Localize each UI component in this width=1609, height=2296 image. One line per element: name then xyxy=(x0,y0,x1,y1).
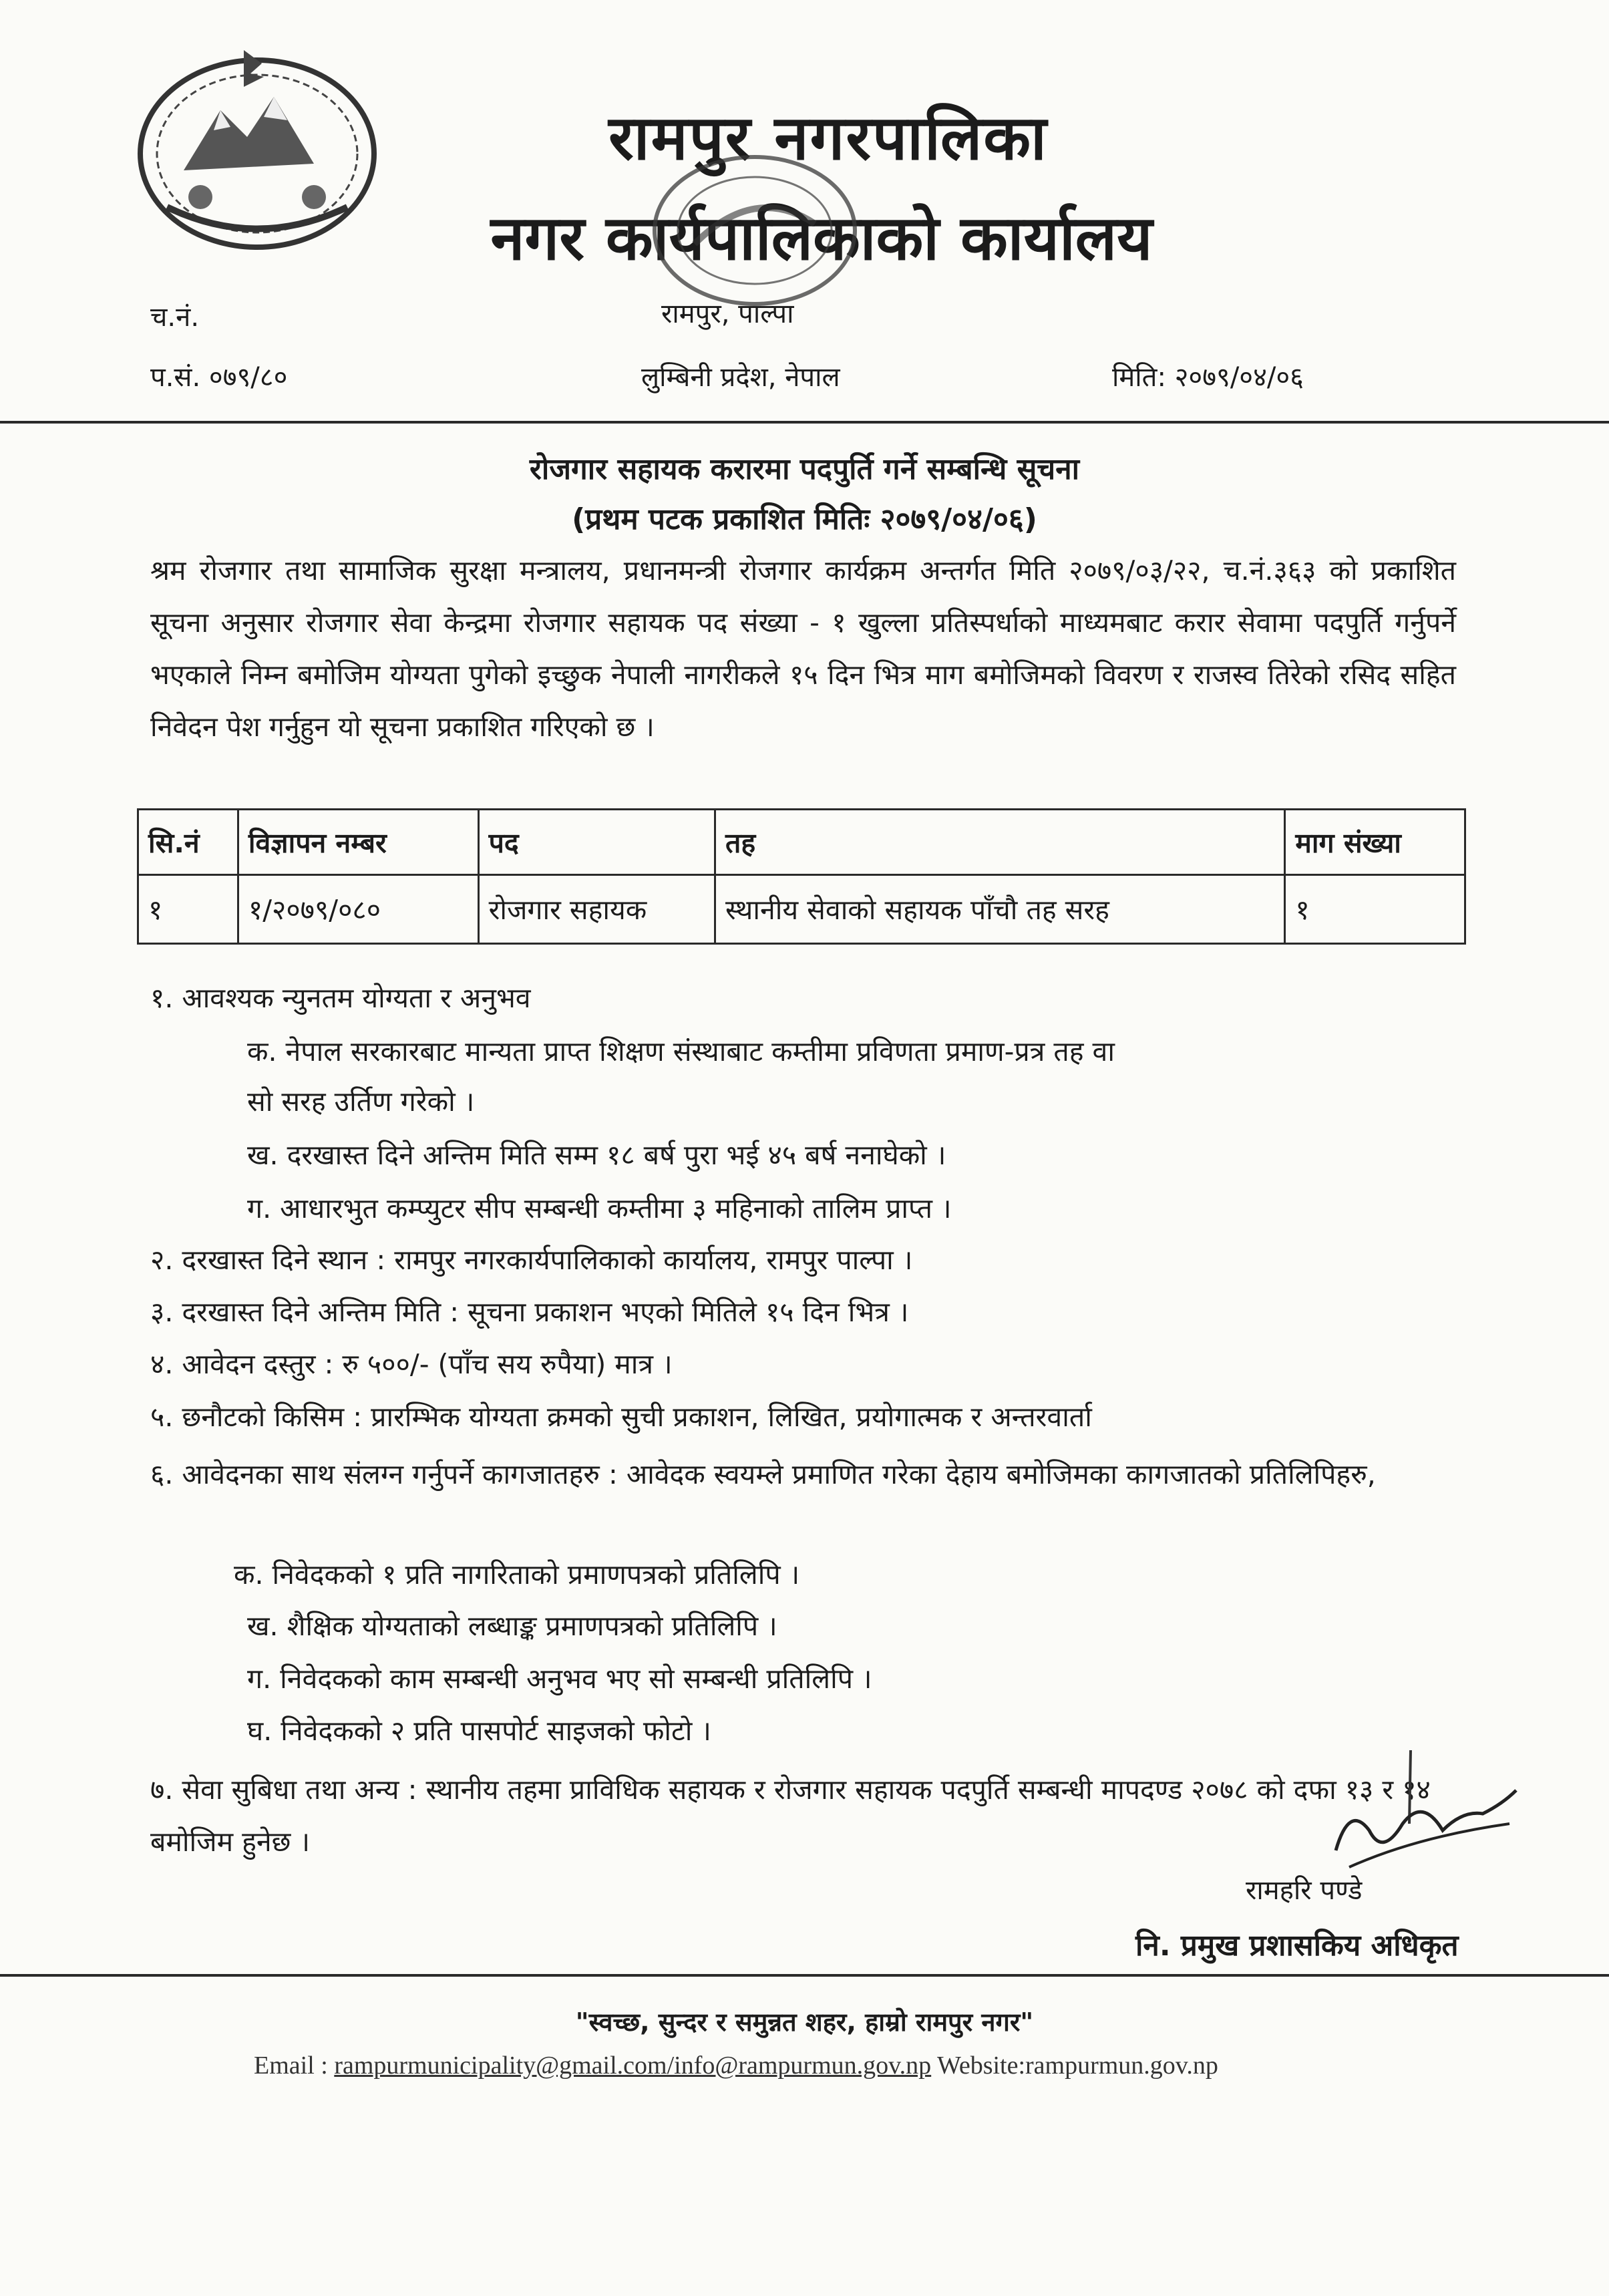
nepal-emblem-icon xyxy=(120,37,394,257)
office-name: रामपुर नगरपालिका xyxy=(608,102,1048,174)
col-header-ad-number: विज्ञापन नम्बर xyxy=(238,810,478,875)
contact-line xyxy=(254,2051,1218,2080)
email-link[interactable]: rampurmunicipality@gmail.com/info@rampurmun.gov.np xyxy=(334,2052,932,2080)
requirement-6: ६. आवेदनका साथ संलग्न गर्नुपर्ने कागजातहरु : आवेदक स्वयम्ले प्रमाणित गरेका देहाय बमोजिमका कागजातको प्रतिलिपिहरु, xyxy=(150,1458,1376,1490)
requirement-2: २. दरखास्त दिने स्थान : रामपुर नगरकार्यपालिकाको कार्यालय, रामपुर पाल्पा । xyxy=(150,1244,913,1276)
reference-cn: च.नं. xyxy=(150,302,200,333)
requirement-6a: क. निवेदकको १ प्रति नागरिताको प्रमाणपत्रको प्रतिलिपि । xyxy=(234,1559,800,1591)
requirement-3: ३. दरखास्त दिने अन्तिम मिति : सूचना प्रकाशन भएको मितिले १५ दिन भित्र । xyxy=(150,1296,909,1328)
requirement-6b: ख. शैक्षिक योग्यताको लब्धाङ्क प्रमाणपत्रको प्रतिलिपि । xyxy=(247,1610,777,1642)
signatory-title: नि. प्रमुख प्रशासकिय अधिकृत xyxy=(1135,1929,1459,1963)
notice-title: रोजगार सहायक करारमा पदपुर्ति गर्ने सम्बन्धि सूचना xyxy=(529,452,1080,486)
col-header-level: तह xyxy=(715,810,1285,875)
requirement-6d: घ. निवेदकको २ प्रति पासपोर्ट साइजको फोटो । xyxy=(247,1715,711,1747)
intro-paragraph: श्रम रोजगार तथा सामाजिक सुरक्षा मन्त्रालय, प्रधानमन्त्री रोजगार कार्यक्रम अन्तर्गत मिति २०७९/०३/२२, च.नं.३६३ को प्रकाशित सूचना अनुसार रोजगार सेवा केन्द्रमा रोजगार सहायक पद संख्या - १ खुल्ला प्रतिस्पर्धाको माध्यमबाट करार सेवामा पदपुर्ति गर्नुपर्ने भएकाले निम्न बमोजिम योग्यता पुगेको इच्छुक नेपाली नागरीकले १५ दिन भित्र माग बमोजिमको विवरण र राजस्व तिरेको रसिद सहित निवेदन पेश गर्नुहुन यो सूचना प्रकाशित गरिएको छ । xyxy=(150,554,1456,743)
cell-demand: १ xyxy=(1285,875,1465,944)
col-header-post: पद xyxy=(478,810,715,875)
header-divider xyxy=(0,421,1609,424)
requirement-7: ७. सेवा सुबिधा तथा अन्य : स्थानीय तहमा प्राविधिक सहायक र रोजगार सहायक पदपुर्ति सम्बन्धी मापदण्ड २०७८ को दफा १३ र १४ बमोजिम हुनेछ । xyxy=(150,1774,1431,1858)
website-link[interactable]: Website:rampurmun.gov.np xyxy=(937,2052,1218,2080)
table-row xyxy=(138,875,1465,944)
vacancy-table xyxy=(137,808,1466,945)
address-province: लुम्बिनी प्रदेश, नेपाल xyxy=(641,362,840,393)
requirement-1c: ग. आधारभुत कम्प्युटर सीप सम्बन्धी कम्तीमा ३ महिनाको तालिम प्राप्त । xyxy=(247,1192,952,1224)
col-header-sn: सि.नं xyxy=(138,810,238,875)
cell-post: रोजगार सहायक xyxy=(478,875,715,944)
requirement-6c: ग. निवेदकको काम सम्बन्धी अनुभव भए सो सम्बन्धी प्रतिलिपि । xyxy=(247,1663,872,1695)
requirement-1: १. आवश्यक न्युनतम योग्यता र अनुभव xyxy=(150,982,531,1014)
requirement-4: ४. आवेदन दस्तुर : रु ५००/- (पाँच सय रुपैया) मात्र । xyxy=(150,1348,673,1380)
requirement-5: ५. छनौटको किसिम : प्रारम्भिक योग्यता क्रमको सुची प्रकाशन, लिखित, प्रयोगात्मक र अन्तरवार्ता xyxy=(150,1401,1092,1433)
requirement-1a-line1: क. नेपाल सरकारबाट मान्यता प्राप्त शिक्षण संस्थाबाट कम्तीमा प्रविणता प्रमाण-प्रत्र तह वा xyxy=(247,1035,1115,1068)
col-header-demand: माग संख्या xyxy=(1285,810,1465,875)
fiscal-year-ref: प.सं. ०७९/८० xyxy=(150,362,288,393)
footer-divider xyxy=(0,1974,1609,1977)
address-town: रामपुर, पाल्पा xyxy=(661,299,794,329)
requirement-1b: ख. दरखास्त दिने अन्तिम मिति सम्म १८ बर्ष पुरा भई ४५ बर्ष ननाघेको । xyxy=(247,1139,946,1171)
handwritten-signature xyxy=(1309,1750,1523,1884)
notice-date: मिति: २०७९/०४/०६ xyxy=(1112,362,1304,393)
cell-level: स्थानीय सेवाको सहायक पाँचौ तह सरह xyxy=(715,875,1285,944)
table-header-row xyxy=(138,810,1465,875)
publish-date: (प्रथम पटक प्रकाशित मितिः २०७९/०४/०६) xyxy=(572,502,1037,536)
signatory-name: रामहरि पण्डे xyxy=(1246,1875,1363,1906)
municipal-slogan: "स्वच्छ, सुन्दर र समुन्नत शहर, हाम्रो रामपुर नगर" xyxy=(575,2007,1034,2037)
cell-ad-number: १/२०७९/०८० xyxy=(238,875,478,944)
office-subtitle: नगर कार्यपालिकाको कार्यालय xyxy=(490,202,1153,274)
email-label: Email : xyxy=(254,2052,335,2080)
office-seal-stamp xyxy=(641,144,868,317)
cell-sn: १ xyxy=(138,875,238,944)
requirement-1a-line2: सो सरह उर्तिण गरेको । xyxy=(247,1086,475,1118)
